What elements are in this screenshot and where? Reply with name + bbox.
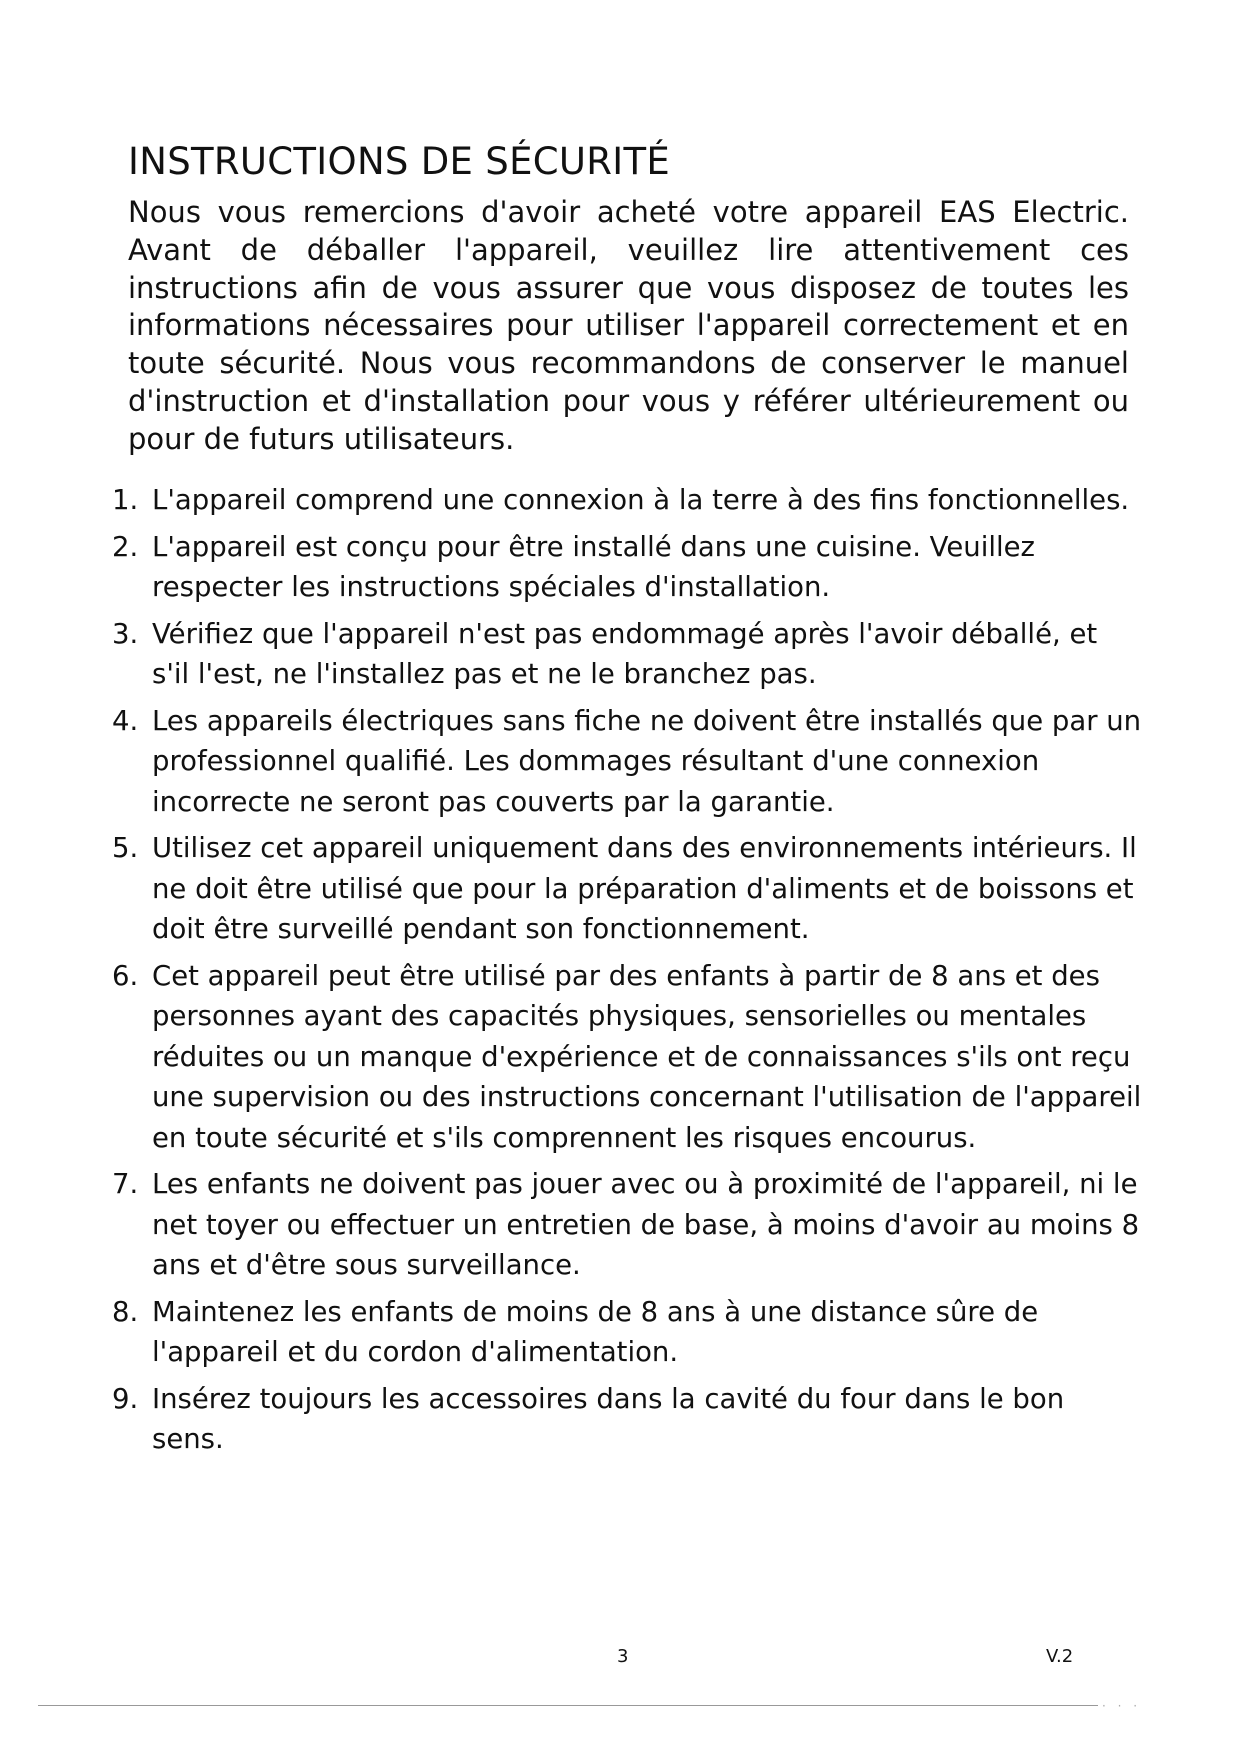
list-item xyxy=(112,527,1142,608)
item-number: 7. xyxy=(112,1168,139,1200)
item-text: Vérifiez que l'appareil n'est pas endommagé après l'avoir déballé, et s'il l'est, ne l'installez pas et ne le branchez pas. xyxy=(152,617,1098,690)
list-item xyxy=(112,1292,1142,1373)
list-item xyxy=(112,701,1142,823)
safety-instructions-list xyxy=(112,480,1142,1466)
version-label: V.2 xyxy=(1046,1646,1074,1667)
page-title: INSTRUCTIONS DE SÉCURITÉ xyxy=(128,140,671,183)
item-text: Cet appareil peut être utilisé par des enfants à partir de 8 ans et des personnes ayant des capacités physiques, sensorielles ou mentales réduites ou un manque d'expérience et de connaissances s'ils ont reçu une supervision ou des instructions concernant l'utilisation de l'appareil en toute sécurité et s'ils comprennent les risques encourus. xyxy=(152,959,1142,1154)
list-item xyxy=(112,480,1142,521)
list-item xyxy=(112,1379,1142,1460)
list-item xyxy=(112,828,1142,950)
item-text: Les appareils électriques sans fiche ne doivent être installés que par un professionnel qualifié. Les dommages résultant d'une connexion incorrecte ne seront pas couverts par la garantie. xyxy=(152,704,1142,818)
list-item xyxy=(112,614,1142,695)
item-number: 8. xyxy=(112,1295,139,1328)
intro-paragraph: Nous vous remercions d'avoir acheté votre appareil EAS Electric. Avant de déballer l'appareil, veuillez lire attentivement ces instructions afin de vous assurer que vous disposez de toutes les informations nécessaires pour utiliser l'appareil correctement et en toute sécurité. Nous vous recommandons de conserver le manuel d'instruction et d'installation pour vous y référer ultérieurement ou pour de futurs utilisateurs. xyxy=(128,195,1129,456)
item-text: L'appareil est conçu pour être installé dans une cuisine. Veuillez respecter les instructions spéciales d'installation. xyxy=(152,530,1035,603)
item-text: Les enfants ne doivent pas jouer avec ou à proximité de l'appareil, ni le net toyer ou effectuer un entretien de base, à moins d'avoir au moins 8 ans et d'être sous surveillance. xyxy=(152,1168,1140,1281)
item-number: 5. xyxy=(112,832,139,864)
item-text: Utilisez cet appareil uniquement dans des environnements intérieurs. Il ne doit être utilisé que pour la préparation d'aliments et de boissons et doit être surveillé pendant son fonctionnement. xyxy=(152,832,1137,945)
footer-dots: · · · xyxy=(1102,1699,1142,1713)
item-number: 3. xyxy=(112,617,139,650)
footer-divider xyxy=(38,1705,1098,1706)
item-number: 9. xyxy=(112,1382,139,1415)
item-text: Maintenez les enfants de moins de 8 ans à une distance sûre de l'appareil et du cordon d'alimentation. xyxy=(152,1295,1039,1368)
item-number: 1. xyxy=(112,484,139,516)
item-number: 2. xyxy=(112,530,139,563)
item-text: Insérez toujours les accessoires dans la cavité du four dans le bon sens. xyxy=(152,1382,1065,1455)
page-number: 3 xyxy=(617,1646,629,1667)
list-item xyxy=(112,956,1142,1159)
item-number: 4. xyxy=(112,704,139,737)
item-text: L'appareil comprend une connexion à la terre à des fins fonctionnelles. xyxy=(152,484,1130,516)
list-item xyxy=(112,1164,1142,1286)
item-number: 6. xyxy=(112,959,139,992)
